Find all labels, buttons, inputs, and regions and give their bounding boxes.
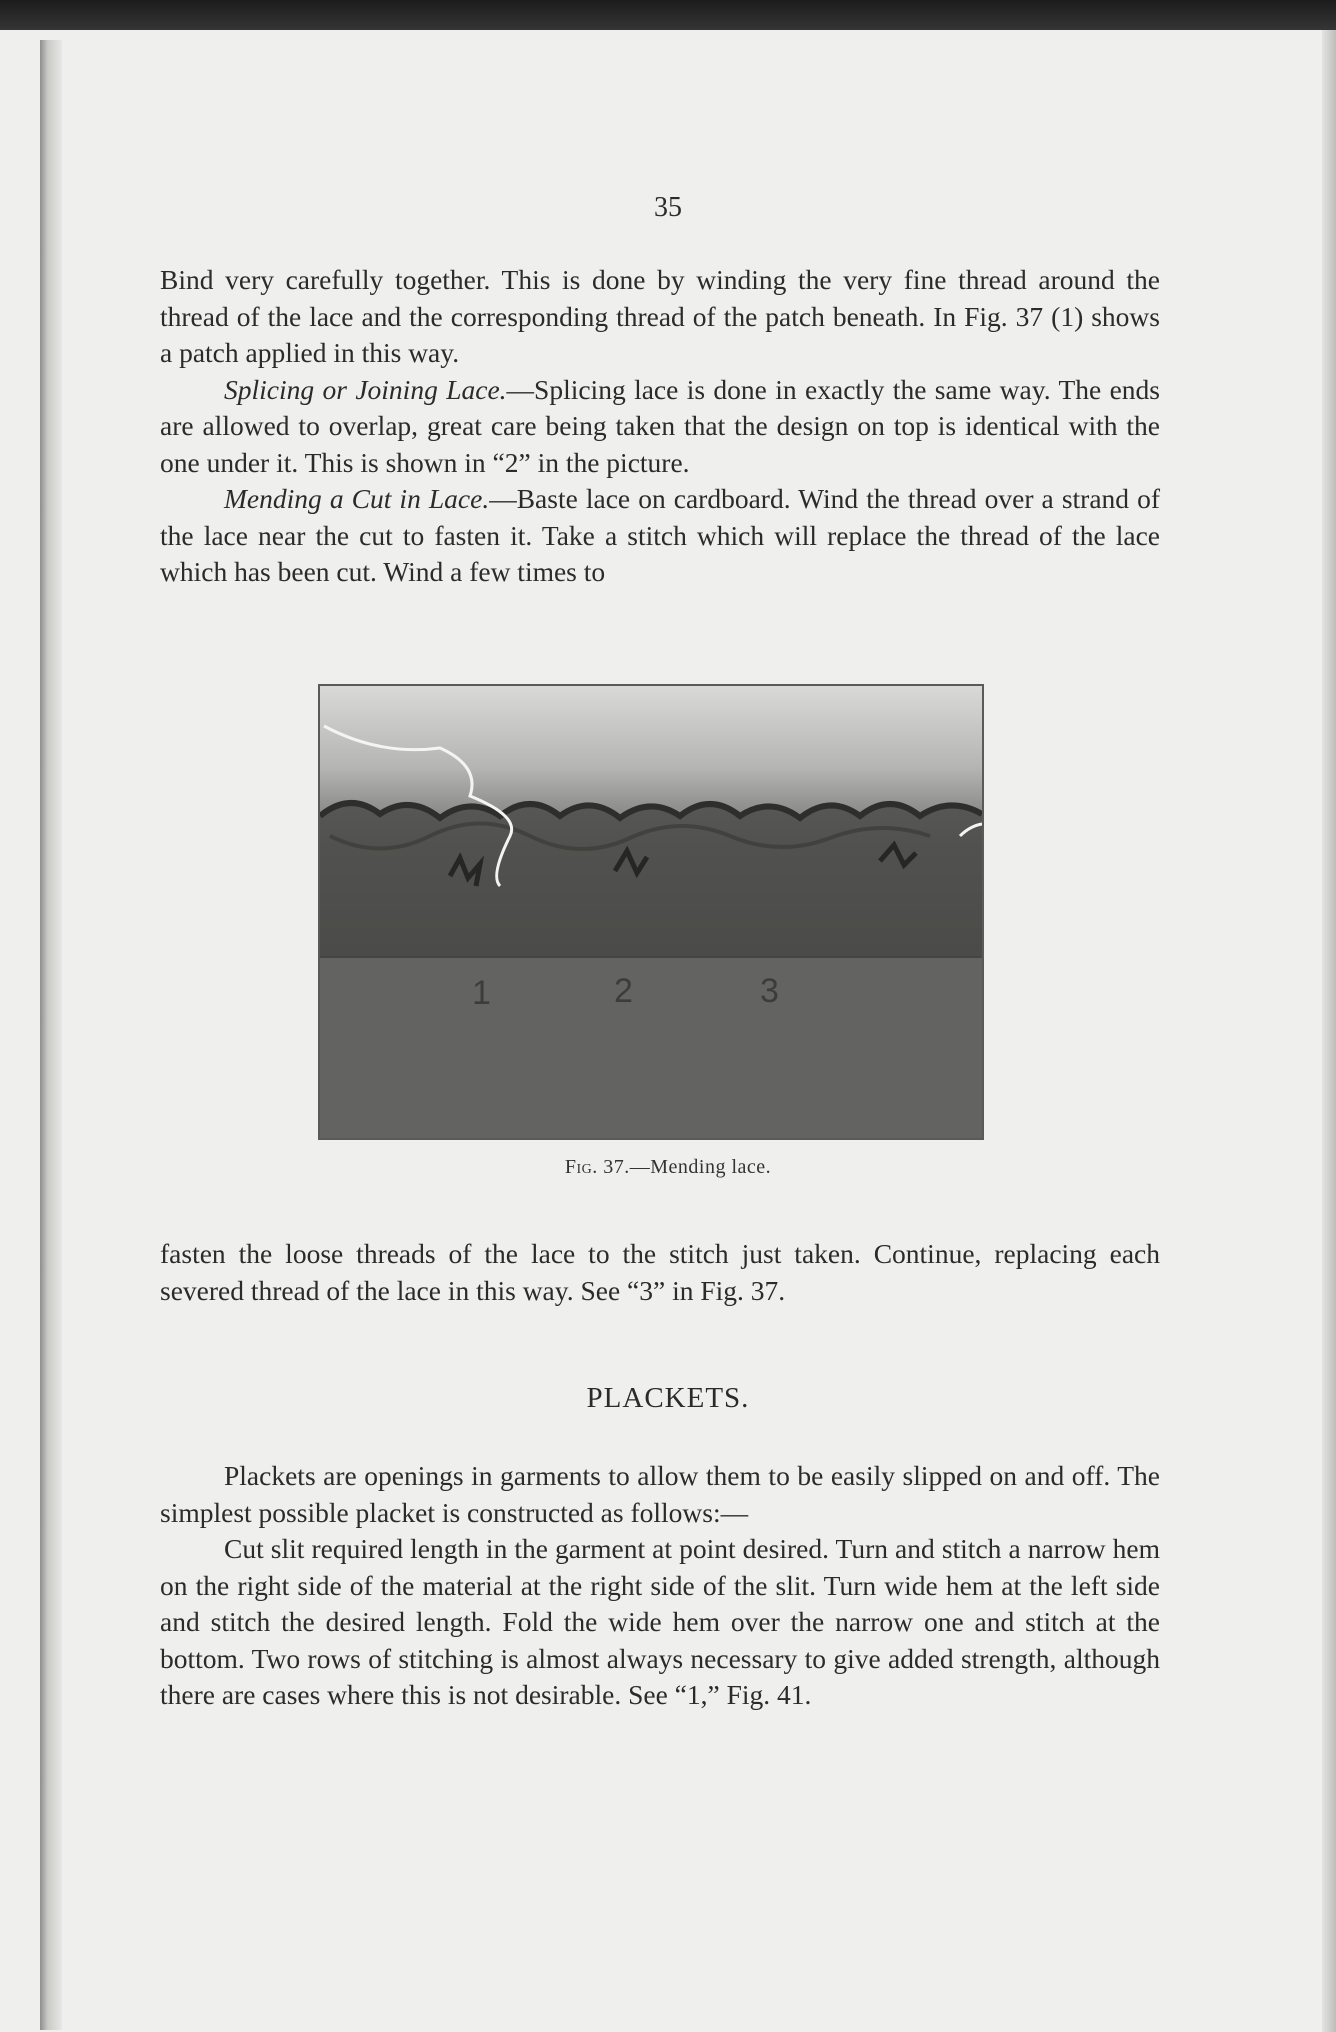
text-block-top xyxy=(160,262,1160,591)
paragraph-splicing-title: Splicing or Joining Lace. xyxy=(224,373,507,405)
book-spine xyxy=(40,40,62,2030)
paragraph-fasten-threads: fasten the loose threads of the lace to the stitch just taken. Continue, replacing each severed thread of the lace in this way. See “3” in Fig. 37. xyxy=(160,1238,1160,1306)
text-block-bottom xyxy=(160,1458,1160,1714)
figure-label-3: 3 xyxy=(760,972,779,1010)
paragraph-bind-together: Bind very carefully together. This is done by winding the very fine thread around the thread of the lace and the corresponding thread of the patch beneath. In Fig. 37 (1) shows a patch applied in this way. xyxy=(160,264,1160,368)
paragraph-mending-cut xyxy=(160,481,1160,591)
figure-label-1: 1 xyxy=(472,974,491,1012)
paragraph-plackets-intro: Plackets are openings in garments to allow them to be easily slipped on and off. The simplest possible placket is constructed as follows:— xyxy=(160,1460,1160,1528)
paragraph-mending-cut-title: Mending a Cut in Lace. xyxy=(224,483,490,514)
section-heading: PLACKETS. xyxy=(586,1382,750,1414)
paragraph-plackets-steps: Cut slit required length in the garment at point desired. Turn and stitch a narrow hem on the right side of the material at the right side of the slit. Turn wide hem at the left side and stitch the desired length. Fold the wide hem over the narrow one and stitch at the bottom. Two rows of stitching is almost always necessary to give added strength, although there are cases where this is not desirable. See “1,” Fig. 41. xyxy=(160,1533,1160,1710)
figure-caption-prefix: Fig. 37. xyxy=(564,1156,630,1178)
page-edge xyxy=(1322,30,1336,2032)
text-block-middle xyxy=(160,1236,1160,1309)
figure-caption xyxy=(0,1156,1336,1179)
figure-label-2: 2 xyxy=(614,972,633,1010)
page-number: 35 xyxy=(654,192,682,223)
figure-caption-text: —Mending lace. xyxy=(629,1156,772,1178)
lace-photo-illustration xyxy=(320,686,982,1138)
figure-lace-photo xyxy=(318,684,984,1140)
paragraph-splicing xyxy=(160,372,1160,482)
paragraph-mending-cut-body: —Baste lace on cardboard. Wind the thread over a strand of the lace near the cut to fasten it. Take a stitch which will replace the thread of the lace which has been cut. Wind a few times to xyxy=(160,483,1160,587)
paragraph-splicing-body: —Splicing lace is done in exactly the same way. The ends are allowed to overlap, great care being taken that the design on top is identical with the one under it. This is shown in “2” in the picture. xyxy=(160,373,1160,478)
